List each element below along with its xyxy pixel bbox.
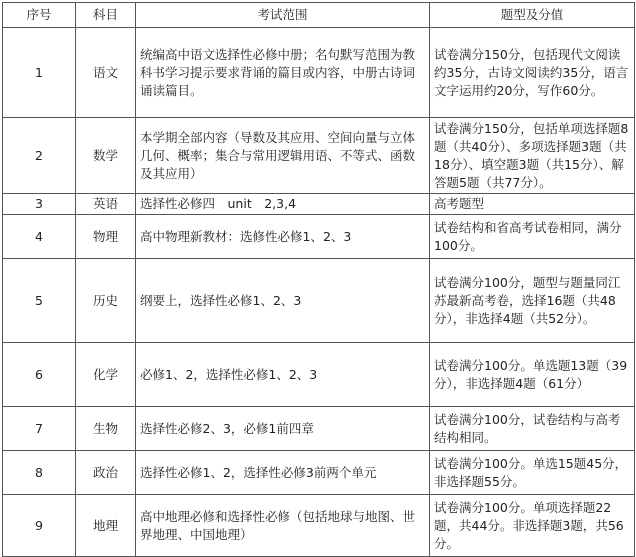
row-number: 3 bbox=[3, 194, 76, 215]
table-row bbox=[3, 194, 635, 215]
row-format: 高考题型 bbox=[430, 194, 635, 215]
row-subject: 物理 bbox=[76, 215, 136, 259]
row-format: 试卷满分100分。单选15题45分，非选择题55分。 bbox=[430, 451, 635, 495]
row-subject: 地理 bbox=[76, 495, 136, 557]
row-format: 试卷满分150分，包括单项选择题8题（共40分）、多项选择题3题（共18分）、填空题3题（共15分）、解答题5题（共77分）。 bbox=[430, 118, 635, 194]
row-scope: 统编高中语文选择性必修中册；名句默写范围为教科书学习提示要求背诵的篇目或内容，中册古诗词诵读篇目。 bbox=[136, 28, 430, 118]
row-format: 试卷满分100分，试卷结构与高考结构相同。 bbox=[430, 407, 635, 451]
row-number: 4 bbox=[3, 215, 76, 259]
header-scope: 考试范围 bbox=[136, 3, 430, 28]
row-format: 试卷满分100分。单项选择题22题，共44分。非选择题3题，共56分。 bbox=[430, 495, 635, 557]
table-row bbox=[3, 451, 635, 495]
row-format: 试卷满分150分，包括现代文阅读约35分，古诗文阅读约35分，语言文字运用约20分，写作60分。 bbox=[430, 28, 635, 118]
table-row bbox=[3, 28, 635, 118]
row-scope: 必修1、2，选择性必修1、2、3 bbox=[136, 343, 430, 407]
table-row bbox=[3, 495, 635, 557]
header-row bbox=[3, 3, 635, 28]
row-format: 试卷满分100分。单选题13题（39分），非选择题4题（61分） bbox=[430, 343, 635, 407]
row-subject: 生物 bbox=[76, 407, 136, 451]
row-number: 2 bbox=[3, 118, 76, 194]
row-number: 1 bbox=[3, 28, 76, 118]
table-row bbox=[3, 215, 635, 259]
row-subject: 数学 bbox=[76, 118, 136, 194]
row-number: 6 bbox=[3, 343, 76, 407]
row-scope: 选择性必修2、3，必修1前四章 bbox=[136, 407, 430, 451]
row-scope: 选择性必修1、2，选择性必修3前两个单元 bbox=[136, 451, 430, 495]
row-subject: 英语 bbox=[76, 194, 136, 215]
row-scope: 选择性必修四 unit 2,3,4 bbox=[136, 194, 430, 215]
row-number: 8 bbox=[3, 451, 76, 495]
table-row bbox=[3, 118, 635, 194]
row-scope: 高中地理必修和选择性必修（包括地球与地图、世界地理、中国地理） bbox=[136, 495, 430, 557]
header-no: 序号 bbox=[3, 3, 76, 28]
row-scope: 本学期全部内容（导数及其应用、空间向量与立体几何、概率；集合与常用逻辑用语、不等式、函数及其应用） bbox=[136, 118, 430, 194]
row-scope: 高中物理新教材：选修性必修1、2、3 bbox=[136, 215, 430, 259]
row-number: 5 bbox=[3, 259, 76, 343]
row-subject: 语文 bbox=[76, 28, 136, 118]
row-subject: 化学 bbox=[76, 343, 136, 407]
row-number: 7 bbox=[3, 407, 76, 451]
exam-scope-table bbox=[2, 2, 635, 557]
header-subject: 科目 bbox=[76, 3, 136, 28]
table-row bbox=[3, 343, 635, 407]
row-number: 9 bbox=[3, 495, 76, 557]
header-format: 题型及分值 bbox=[430, 3, 635, 28]
row-subject: 历史 bbox=[76, 259, 136, 343]
row-subject: 政治 bbox=[76, 451, 136, 495]
row-format: 试卷结构和省高考试卷相同，满分100分。 bbox=[430, 215, 635, 259]
table-row bbox=[3, 407, 635, 451]
row-format: 试卷满分100分，题型与题量同江苏最新高考卷，选择16题（共48分），非选择4题（共52分）。 bbox=[430, 259, 635, 343]
table-row bbox=[3, 259, 635, 343]
row-scope: 纲要上，选择性必修1、2、3 bbox=[136, 259, 430, 343]
